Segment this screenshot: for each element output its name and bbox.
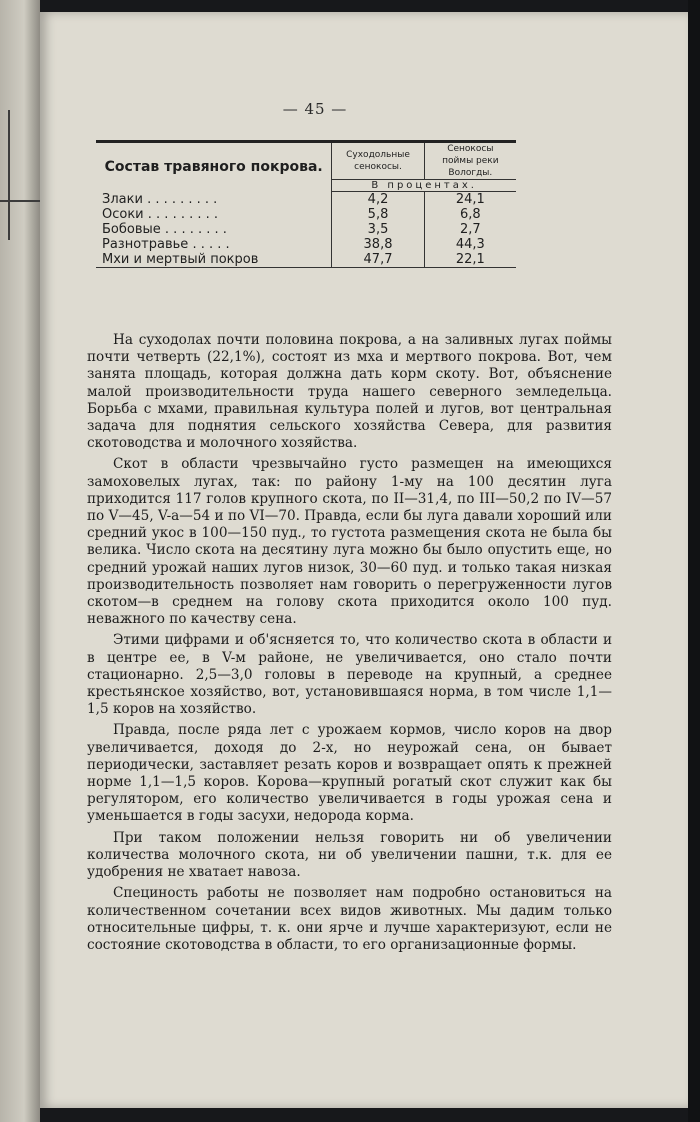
table-cell-name: Осоки . . . . . . . . . [96,207,332,222]
table-row [96,237,516,252]
table-cell-flood: 44,3 [455,237,485,252]
facing-page-table-rule [8,110,10,240]
paragraph: Этими цифрами и об'ясняется то, что количество скота в области и в центре ее, в V-м районе, не увеличивается, оно стало почти стационарно. 2,5—3,0 головы в переводе на крупный, а среднее крестьянское хозяйство, вот, установившаяся норма, в том числе 1,1—1,5 коров на хозяйство. [87,632,612,718]
table-header-floodplain-meadows: Сенокосы поймы реки Вологды. [424,142,516,180]
table-row [96,192,516,208]
facing-page-edge [0,0,40,1122]
table-header-main: Состав травяного покрова. [96,142,332,192]
paragraph: Специность работы не позволяет нам подробно остановиться на количественном сочетании всех видов животных. Мы дадим только относительные цифры, т. к. они ярче и лучше характеризуют, если не состояние скотоводства в области, то его организационные формы. [87,885,612,953]
table-cell-dry: 47,7 [332,252,424,268]
paragraph: При таком положении нельзя говорить ни об увеличении количества молочного скота, ни об увеличении пашни, т.к. для ее удобрения не хватает навоза. [87,829,612,881]
grass-cover-table [96,140,516,268]
table-cell-flood: 24,1 [455,192,485,207]
paragraph: На суходолах почти половина покрова, а на заливных лугах поймы почти четверть (22,1%), состоят из мха и мертвого покрова. Вот, чем занята площадь, которая должна дать корм скоту. Вот, объяснение малой производительности труда нашего северного земледельца. Борьба с мхами, правильная культура полей и лугов, вот центральная задача для поднятия сельского хозяйства Севера, для развития скотоводства и молочного хозяйства. [87,332,612,452]
page-number: — 45 — [282,100,348,118]
table-cell-name: Бобовые . . . . . . . . [96,222,332,237]
table-row [96,207,516,222]
table-header-dry-meadows: Суходольные сенокосы. [332,142,424,180]
table-cell-dry: 3,5 [332,222,424,237]
table-cell-dry: 38,8 [332,237,424,252]
table-cell-dry: 5,8 [332,207,424,222]
background-edge [688,0,700,1122]
paragraph: Правда, после ряда лет с урожаем кормов, число коров на двор увеличивается, доходя до 2-х, но неурожай сена, он бывает периодически, заставляет резать коров и возвращает опять к прежней норме 1,1—1,5 коров. Корова—крупный рогатый скот служит как бы регулятором, его количество увеличивается в годы урожая сена и уменьшается в годы засухи, недорода корма. [87,722,612,825]
table-cell-flood: 2,7 [459,222,481,237]
paragraph: Скот в области чрезвычайно густо размещен на имеющихся замоховелых лугах, так: по району 1-му на 100 десятин луга приходится 117 голов крупного скота, по II—31,4, по III—50,2 по IV—57 по V—45, V-а—54 и по VI—70. Правда, если бы луга давали хороший или средний укос в 100—150 пуд., то густота размещения скота не была бы велика. Число скота на десятину луга можно бы было опустить еще, но средний урожай наших лугов низок, 30—60 пуд. и только такая низкая производительность позволяет нам говорить о перегруженности лугов скотом—в среднем на голову скота приходится около 100 пуд. неважного по качеству сена. [87,456,612,628]
body-text [87,332,612,958]
table-cell-name: Разнотравье . . . . . [96,237,332,252]
table-row [96,222,516,237]
table-cell-flood: 22,1 [424,252,516,268]
table-row [96,252,516,268]
table-header-row [96,142,516,180]
table-units-label: В процентах. [332,180,516,192]
facing-page-table-rule [0,200,40,202]
table-cell-flood: 6,8 [459,207,481,222]
table-cell-name: Злаки . . . . . . . . . [96,192,332,208]
table-cell-name: Мхи и мертвый покров [96,252,332,268]
table-cell-dry: 4,2 [332,192,424,208]
book-page [40,12,688,1108]
